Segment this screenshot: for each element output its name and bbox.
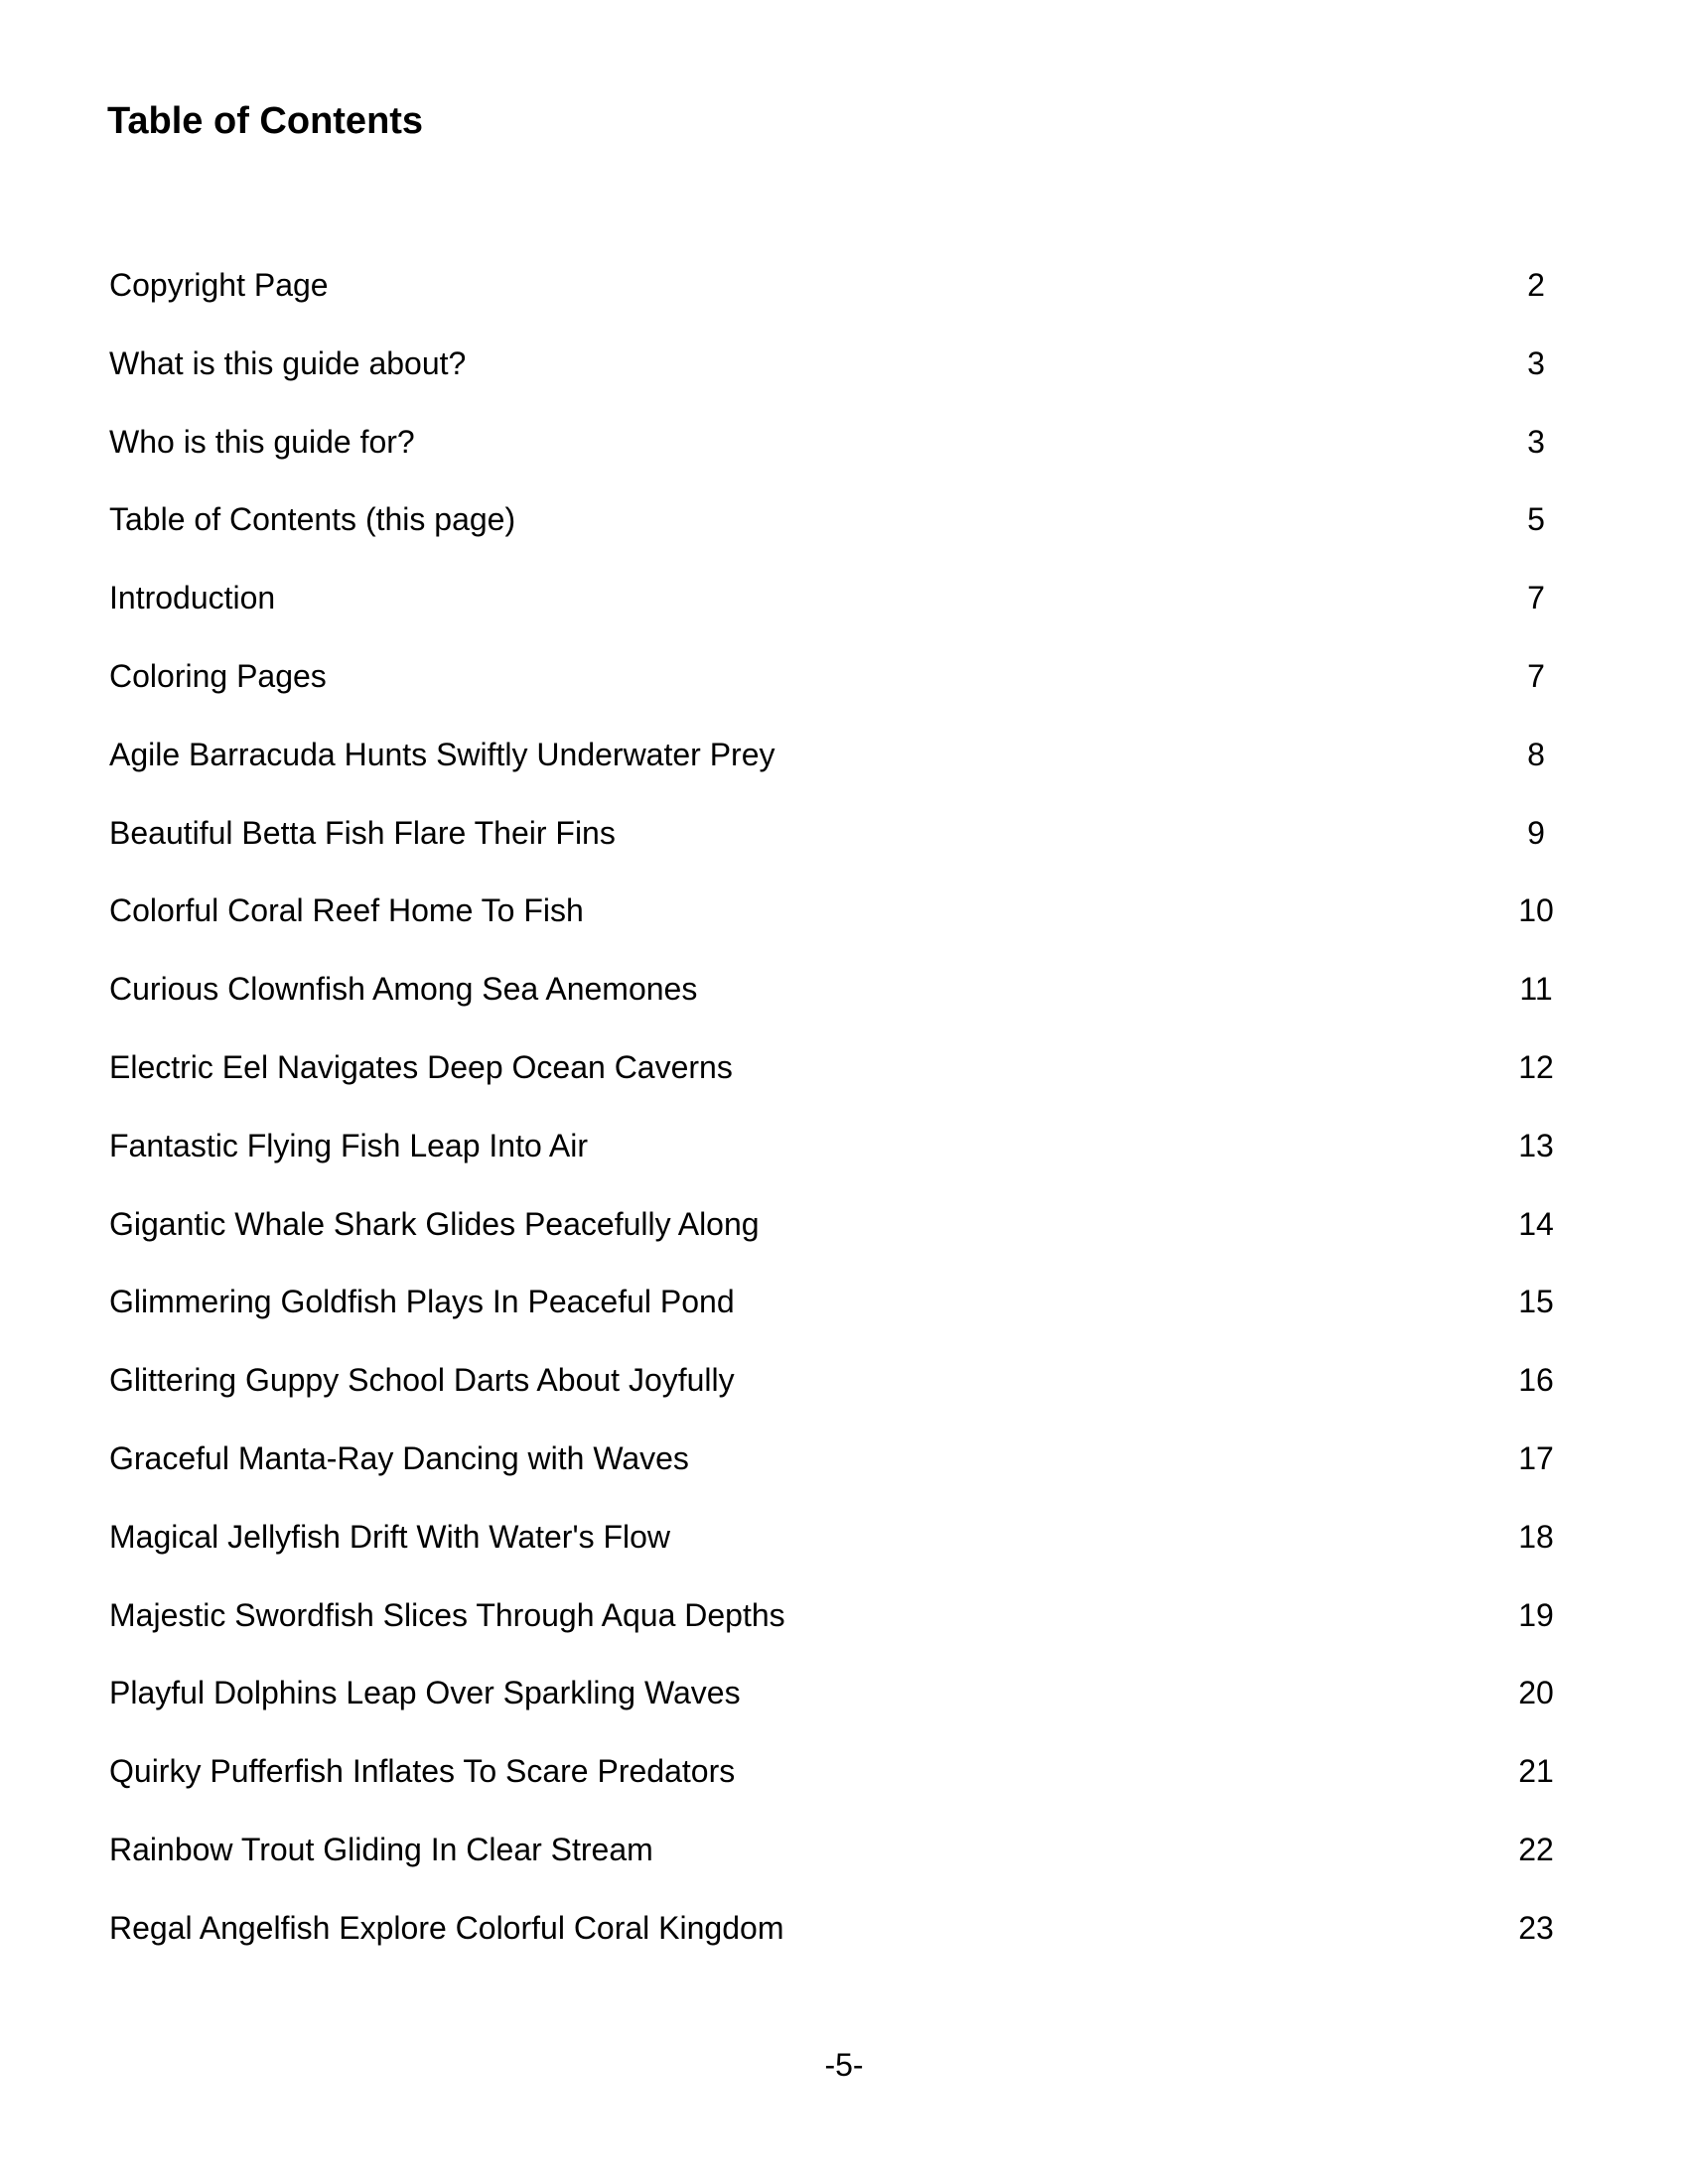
toc-entry-page: 3 — [1527, 344, 1545, 381]
toc-entry-title: What is this guide about? — [109, 344, 467, 381]
toc-entry[interactable] — [0, 422, 1688, 462]
toc-entry-page: 17 — [1518, 1440, 1554, 1476]
toc-entry-page: 18 — [1518, 1518, 1554, 1555]
toc-entry-page: 3 — [1527, 423, 1545, 460]
toc-entry-page: 5 — [1527, 501, 1545, 538]
toc-entry-page: 10 — [1518, 892, 1554, 929]
toc-entry-page: 16 — [1518, 1362, 1554, 1399]
toc-entry[interactable] — [0, 1438, 1688, 1478]
toc-entry-page: 13 — [1518, 1127, 1554, 1163]
toc-entry-title: Glimmering Goldfish Plays In Peaceful Pond — [109, 1284, 735, 1320]
toc-entry[interactable] — [0, 1751, 1688, 1791]
toc-entry-page: 23 — [1518, 1909, 1554, 1946]
toc-entry-title: Majestic Swordfish Slices Through Aqua Depths — [109, 1596, 785, 1633]
toc-entry-page: 22 — [1518, 1832, 1554, 1867]
toc-entry[interactable] — [0, 813, 1688, 853]
toc-entry-page: 11 — [1519, 971, 1553, 1008]
toc-entry-page: 7 — [1527, 658, 1545, 694]
toc-entry-title: Curious Clownfish Among Sea Anemones — [109, 971, 698, 1008]
toc-entry-page: 14 — [1518, 1205, 1554, 1242]
toc-entry-title: Coloring Pages — [109, 658, 327, 694]
toc-entry-page: 8 — [1527, 736, 1545, 772]
toc-entry-title: Playful Dolphins Leap Over Sparkling Waves — [109, 1675, 741, 1711]
toc-entry-title: Glittering Guppy School Darts About Joyfully — [109, 1362, 735, 1399]
toc-entry[interactable] — [0, 1517, 1688, 1557]
toc-entry[interactable] — [0, 1047, 1688, 1087]
toc-entry-title: Electric Eel Navigates Deep Ocean Caverns — [109, 1049, 733, 1085]
toc-entry-page: 15 — [1518, 1284, 1554, 1320]
toc-entry[interactable] — [0, 969, 1688, 1009]
toc-entry-title: Quirky Pufferfish Inflates To Scare Predators — [109, 1753, 736, 1790]
toc-entry[interactable] — [0, 1908, 1688, 1948]
toc-entry[interactable] — [0, 1282, 1688, 1321]
toc-entry[interactable] — [0, 1360, 1688, 1400]
toc-entry-page: 21 — [1518, 1753, 1554, 1790]
toc-entry[interactable] — [0, 656, 1688, 696]
toc-entry-page: 9 — [1527, 814, 1545, 851]
page-number-footer: -5- — [824, 2047, 864, 2083]
toc-entry[interactable] — [0, 1126, 1688, 1165]
toc-entry[interactable] — [0, 343, 1688, 383]
toc-entry[interactable] — [0, 578, 1688, 617]
toc-entry-title: Who is this guide for? — [109, 423, 415, 460]
toc-entry-title: Rainbow Trout Gliding In Clear Stream — [109, 1832, 653, 1867]
toc-entry[interactable] — [0, 499, 1688, 539]
toc-entry-title: Table of Contents (this page) — [109, 501, 516, 538]
toc-entry-page: 2 — [1527, 267, 1545, 303]
toc-entry-page: 7 — [1527, 580, 1545, 616]
toc-entry-title: Colorful Coral Reef Home To Fish — [109, 892, 584, 929]
toc-entry[interactable] — [0, 1595, 1688, 1635]
toc-entry-title: Beautiful Betta Fish Flare Their Fins — [109, 814, 616, 851]
toc-entry-title: Graceful Manta-Ray Dancing with Waves — [109, 1440, 689, 1476]
toc-entry-title: Agile Barracuda Hunts Swiftly Underwater Prey — [109, 736, 775, 772]
toc-entry-title: Regal Angelfish Explore Colorful Coral Kingdom — [109, 1909, 784, 1946]
toc-entry[interactable] — [0, 735, 1688, 774]
toc-entry-page: 19 — [1518, 1596, 1554, 1633]
toc-entry-title: Magical Jellyfish Drift With Water's Flow — [109, 1518, 671, 1555]
toc-entry-title: Copyright Page — [109, 267, 329, 303]
toc-entry-page: 12 — [1518, 1049, 1554, 1085]
toc-entry[interactable] — [0, 1673, 1688, 1712]
page-title: Table of Contents — [107, 100, 424, 142]
toc-entry-title: Gigantic Whale Shark Glides Peacefully Along — [109, 1205, 760, 1242]
toc-entry[interactable] — [0, 265, 1688, 305]
toc-entry[interactable] — [0, 1204, 1688, 1244]
toc-entry[interactable] — [0, 890, 1688, 930]
toc-entry-page: 20 — [1518, 1675, 1554, 1711]
toc-entry[interactable] — [0, 1830, 1688, 1869]
toc-entry-title: Introduction — [109, 580, 276, 616]
toc-entry-title: Fantastic Flying Fish Leap Into Air — [109, 1127, 588, 1163]
